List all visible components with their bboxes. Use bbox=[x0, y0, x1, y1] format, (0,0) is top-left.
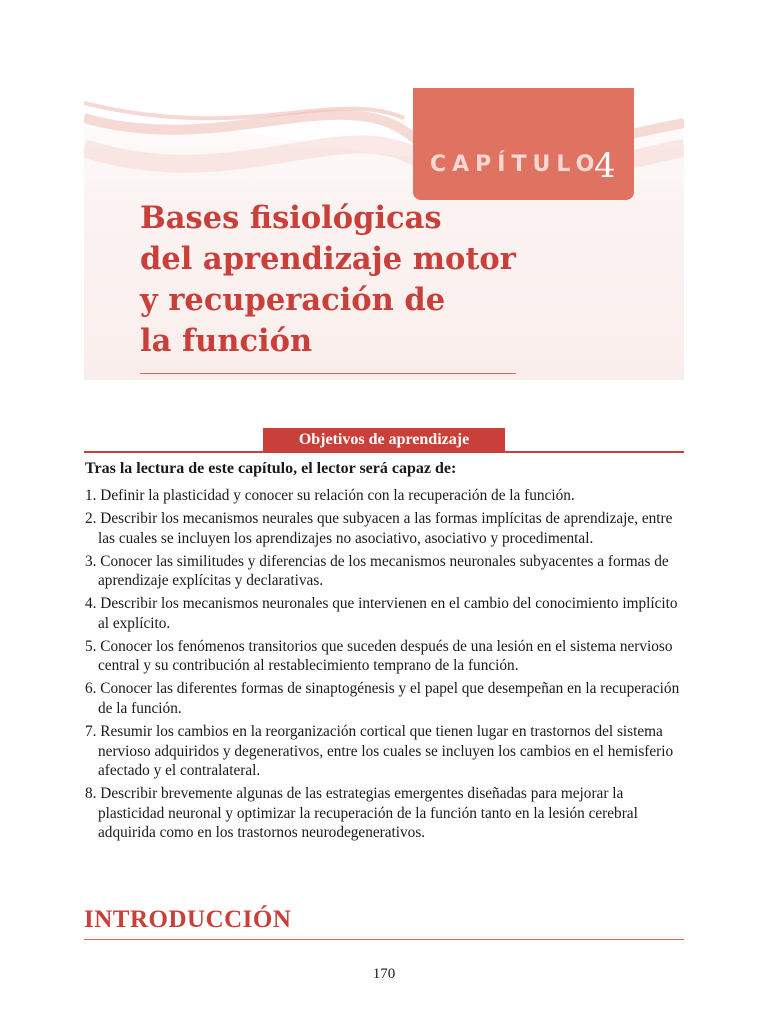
chapter-title-line: del aprendizaje motor bbox=[140, 241, 516, 277]
objective-item: 5. Conocer los fenómenos transitorios que suceden después de una lesión en el sistema nervioso central y su contribución al restablecimiento temprano de la función. bbox=[85, 637, 673, 675]
objectives-heading: Objetivos de aprendizaje bbox=[263, 428, 505, 452]
chapter-title bbox=[140, 198, 560, 362]
objective-item: 7. Resumir los cambios en la reorganización cortical que tienen lugar en trastornos del sistema nervioso adquiridos y degenerativos, entre los cuales se incluyen los cambios en el hemisferio afectado y el contralateral. bbox=[85, 723, 674, 780]
section-divider bbox=[84, 939, 684, 940]
chapter-number: 4 bbox=[594, 146, 616, 186]
objective-item: 4. Describir los mecanismos neuronales que intervienen en el cambio del conocimiento implícito al explícito. bbox=[85, 595, 678, 632]
objective-item: 8. Describir brevemente algunas de las estrategias emergentes diseñadas para mejorar la plasticidad neuronal y optimizar la recuperación de la función tanto en la lesión cerebral adquirida como en los trastornos neurodegenerativos. bbox=[85, 785, 638, 842]
objectives-intro: Tras la lectura de este capítulo, el lector será capaz de: bbox=[85, 460, 457, 477]
objective-item: 6. Conocer las diferentes formas de sinaptogénesis y el papel que desempeñan en la recuperación de la función. bbox=[85, 680, 680, 717]
objective-item: 3. Conocer las similitudes y diferencias de los mecanismos neuronales subyacentes a formas de aprendizaje explícitas y declarativas. bbox=[85, 552, 669, 590]
objective-item: 2. Describir los mecanismos neurales que subyacen a las formas implícitas de aprendizaje, entre las cuales se incluyen los aprendizajes no asociativo, asociativo y procedimental. bbox=[85, 510, 673, 547]
chapter-title-line: Bases fisiológicas bbox=[140, 200, 442, 236]
chapter-label: CAPÍTULO bbox=[430, 152, 601, 177]
section-heading: INTRODUCCIÓN bbox=[84, 906, 292, 933]
objectives-list bbox=[85, 486, 685, 846]
objective-item: 1. Definir la plasticidad y conocer su relación con la recuperación de la función. bbox=[85, 487, 575, 504]
title-divider bbox=[140, 373, 516, 374]
objectives-divider bbox=[84, 451, 684, 453]
chapter-title-line: la función bbox=[140, 323, 313, 359]
page-number: 170 bbox=[372, 966, 396, 982]
chapter-title-line: y recuperación de bbox=[140, 282, 446, 318]
